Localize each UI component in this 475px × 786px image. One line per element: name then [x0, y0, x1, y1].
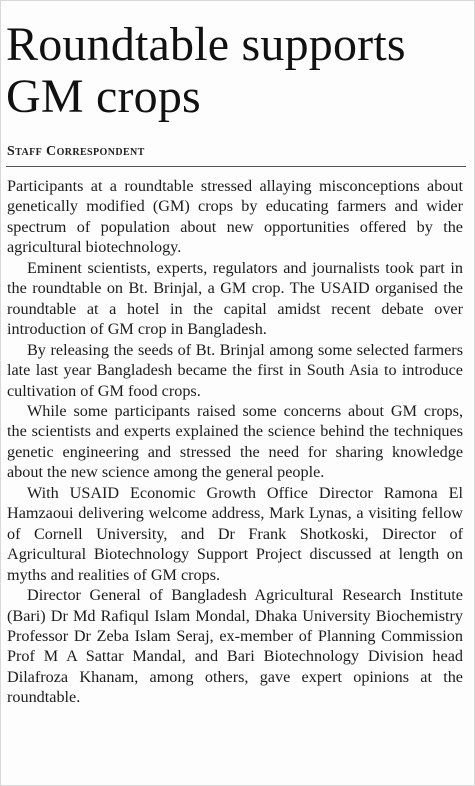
- paragraph: With USAID Economic Growth Office Director Ramona El Hamzaoui delivering welcome address, Mark Lynas, a visiting fellow of Cornell University, and Dr Frank Shotkoski, Director of Agricultural Biotechnology Support Project discussed at length on myths and realities of GM crops.: [7, 483, 463, 584]
- paragraph: While some participants raised some concerns about GM crops, the scientists and experts explained the science behind the techniques genetic engineering and stressed the need for sharing knowledge about the new science among the general people.: [7, 401, 463, 482]
- headline: Roundtable supports GM crops: [6, 18, 406, 123]
- paragraph: By releasing the seeds of Bt. Brinjal among some selected farmers late last year Bangladesh became the first in South Asia to introduce cultivation of GM food crops.: [7, 340, 463, 400]
- byline-divider: [6, 166, 466, 167]
- paragraph: Participants at a roundtable stressed allaying misconceptions about genetically modified (GM) crops by educating farmers and wider spectrum of population about new opportunities offered by the agricultural biotechnology.: [7, 177, 463, 257]
- article-body: [7, 176, 463, 708]
- paragraph: Director General of Bangladesh Agricultural Research Institute (Bari) Dr Md Rafiqul Islam Mondal, Dhaka University Biochemistry Professor Dr Zeba Islam Seraj, ex-member of Planning Commission Prof M A Sattar Mandal, and Bari Biotechnology Division head Dilafroza Khanam, among others, gave expert opinions at the roundtable.: [7, 586, 463, 707]
- byline: Staff Correspondent: [7, 144, 145, 159]
- paragraph: Eminent scientists, experts, regulators and journalists took part in the roundtable on Bt. Brinjal, a GM crop. The USAID organised the roundtable at a hotel in the capital amidst recent debate over introduction of GM crop in Bangladesh.: [7, 258, 463, 339]
